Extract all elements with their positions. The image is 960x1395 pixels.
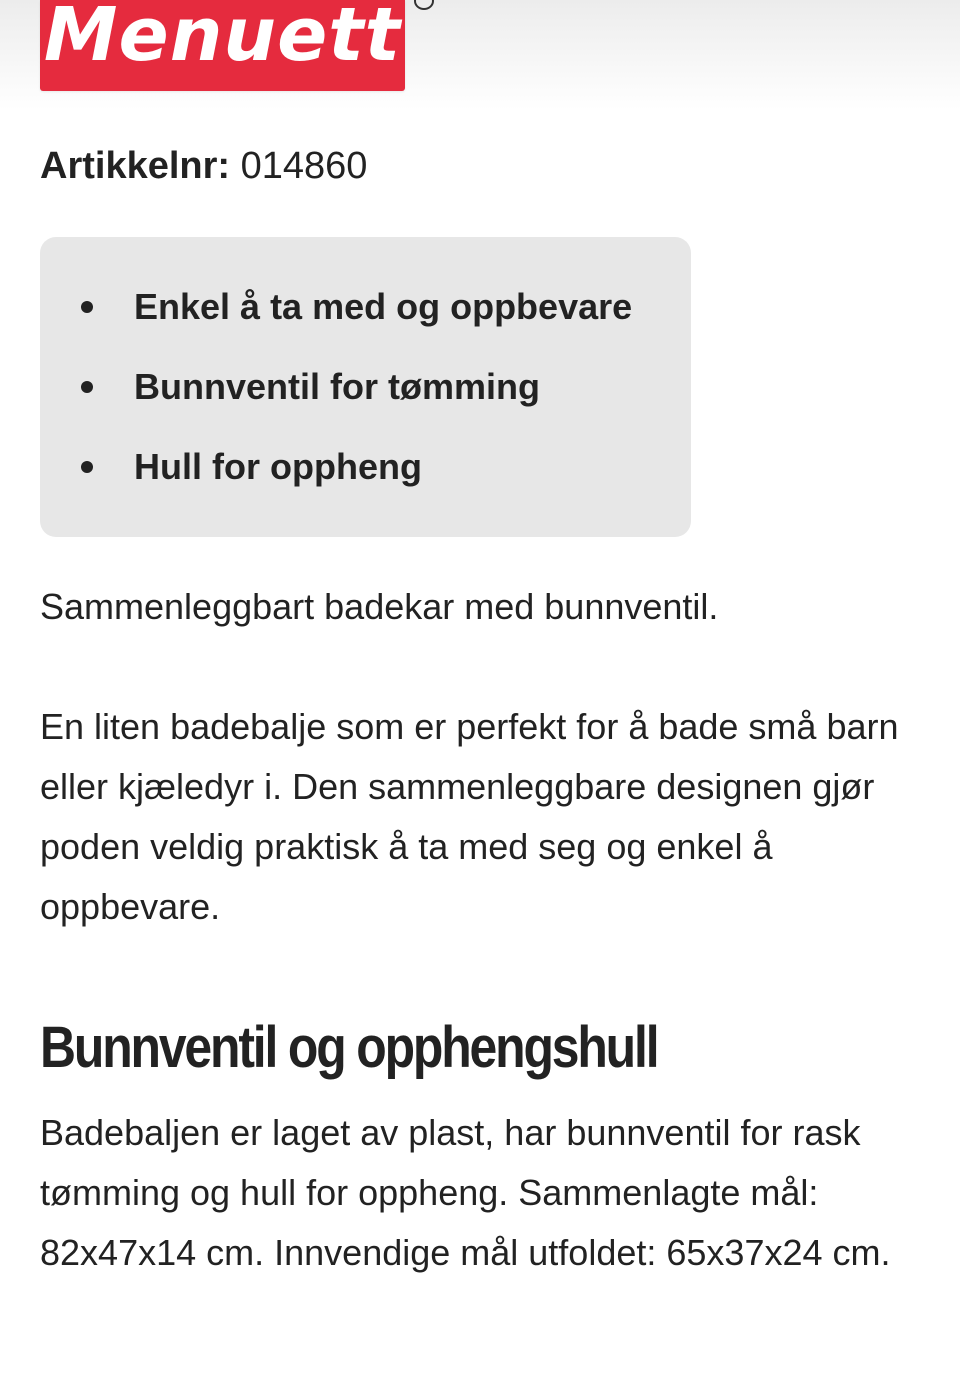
description-intro: Sammenleggbart badekar med bunnventil. [40,586,719,627]
feature-label: Hull for oppheng [134,446,422,487]
feature-item [40,442,691,492]
article-number [40,144,367,188]
feature-label: Bunnventil for tømming [134,366,540,407]
bullet-icon [81,381,93,393]
bullet-icon [81,461,93,473]
article-number-value: 014860 [240,145,368,187]
brand-logo-text: Menuett [43,0,402,78]
section-heading: Bunnventil og opphengshull [40,1015,658,1080]
section-text: Badebaljen er laget av plast, har bunnventil for rask tømming og hull for oppheng. Sammenlagte mål: 82x47x14 cm. Innvendige mål utfoldet: 65x37x24 cm. [40,1112,891,1273]
bullet-icon [81,301,93,313]
feature-label: Enkel å ta med og oppbevare [134,286,633,327]
feature-item [40,362,691,412]
description-body: En liten badebalje som er perfekt for å bade små barn eller kjæledyr i. Den sammenleggbare designen gjør poden veldig praktisk å ta med seg og enkel å oppbevare. [40,706,899,927]
feature-item [40,282,691,332]
feature-highlights-box [40,237,691,537]
article-number-label: Artikkelnr: [40,145,231,187]
brand-logo[interactable] [40,0,405,91]
